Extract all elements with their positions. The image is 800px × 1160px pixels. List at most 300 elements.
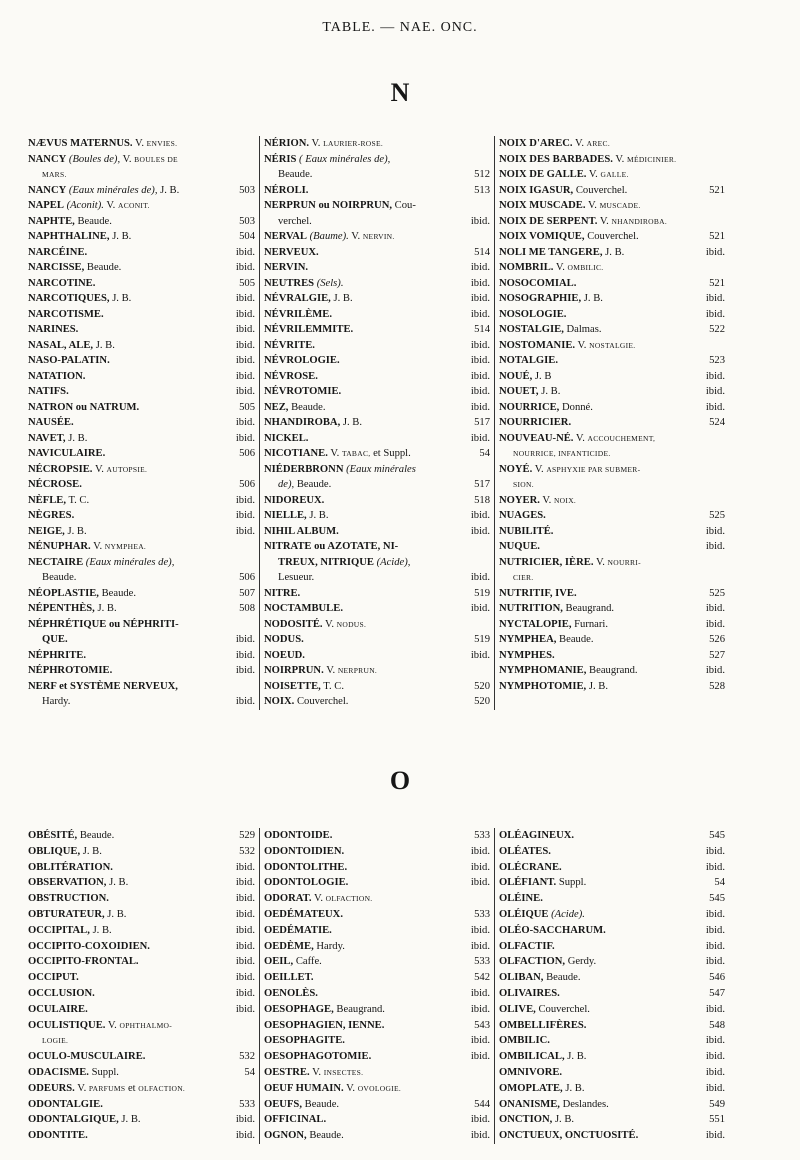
index-entry	[499, 353, 725, 369]
entry-heading: NAPHTE,	[28, 215, 75, 227]
entry-heading: OCULISTIQUE.	[28, 1019, 106, 1031]
entry-line	[499, 844, 725, 860]
entry-line	[28, 1033, 255, 1049]
index-entry	[264, 694, 490, 710]
entry-text	[499, 828, 574, 844]
page-ref: 506	[239, 572, 255, 583]
index-entry	[264, 183, 490, 199]
entry-heading: NÉVROTOMIE.	[264, 386, 342, 397]
entry-heading: NOMBRIL.	[499, 262, 554, 273]
index-entry	[28, 214, 255, 230]
page-ref: ibid.	[470, 1130, 490, 1142]
entry-line	[28, 828, 255, 844]
entry-detail: V.	[351, 231, 361, 242]
page-ref: 517	[474, 479, 490, 490]
entry-line	[264, 167, 490, 183]
entry-line	[28, 462, 255, 478]
page-ref: 529	[239, 830, 255, 841]
page-ref: 513	[474, 184, 490, 196]
entry-line	[28, 276, 255, 292]
entry-line	[28, 954, 255, 970]
index-entry	[264, 632, 490, 648]
index-entry	[28, 539, 255, 555]
page-ref: 547	[709, 987, 725, 999]
entry-text	[278, 214, 312, 230]
entry-detail: V.	[577, 339, 587, 351]
index-entry	[28, 322, 255, 338]
entry-crossref: OVOLOGIE.	[357, 1083, 402, 1093]
entry-line	[28, 415, 255, 431]
entry-line	[264, 1112, 490, 1128]
entry-heading: OBLITÉRATION.	[28, 861, 113, 873]
entry-line	[499, 1097, 725, 1113]
page-ref: ibid.	[705, 541, 725, 552]
entry-line	[28, 694, 255, 710]
entry-qualifier: (Boules de),	[68, 153, 121, 165]
entry-heading: NAUSÉE.	[28, 417, 74, 428]
entry-text	[264, 508, 328, 524]
entry-text	[499, 970, 581, 986]
entry-crossref: LAURIER-ROSE.	[323, 139, 384, 148]
index-entry	[28, 1018, 255, 1050]
entry-heading: NÉROLI.	[264, 184, 309, 196]
page-ref: ibid.	[470, 924, 490, 936]
page-ref: ibid.	[705, 845, 725, 857]
index-entry	[28, 524, 255, 540]
entry-line	[499, 1065, 725, 1081]
index-entry	[499, 493, 725, 509]
entry-line	[28, 1112, 255, 1128]
entry-text	[264, 183, 308, 199]
page-ref: ibid.	[470, 603, 490, 614]
entry-line	[499, 338, 725, 354]
index-entry	[264, 136, 490, 152]
entry-author: Beaude.	[278, 169, 313, 180]
entry-text	[499, 136, 610, 152]
index-entry	[264, 1049, 490, 1065]
entry-line	[499, 415, 725, 431]
index-entry	[264, 338, 490, 354]
entry-text	[499, 260, 603, 276]
entry-text	[499, 462, 640, 478]
index-entry	[499, 384, 725, 400]
entry-line	[28, 183, 255, 199]
page-ref: ibid.	[470, 940, 490, 952]
entry-detail: Beaude.	[309, 1130, 344, 1142]
entry-line	[264, 245, 490, 261]
index-entry	[264, 860, 490, 876]
entry-line	[264, 462, 490, 478]
page-ref: ibid.	[470, 525, 490, 537]
entry-heading: OMBILICAL,	[499, 1051, 565, 1063]
entry-line	[28, 508, 255, 524]
entry-line	[264, 601, 490, 617]
entry-text	[499, 1065, 562, 1081]
page-ref: ibid.	[705, 908, 725, 920]
index-entry	[264, 369, 490, 385]
page-ref: ibid.	[470, 262, 490, 273]
index-entry	[28, 860, 255, 876]
entry-detail: J. B.	[68, 432, 88, 444]
page-ref: ibid.	[705, 370, 725, 382]
entry-text	[28, 322, 78, 338]
entry-text	[28, 663, 112, 679]
page-ref: ibid.	[235, 525, 255, 537]
entry-line	[499, 276, 725, 292]
entry-line	[264, 384, 490, 400]
page-ref: ibid.	[705, 940, 725, 952]
entry-detail: J. B.	[567, 1051, 587, 1063]
entry-text	[264, 844, 344, 860]
index-entry	[28, 939, 255, 955]
index-entry	[28, 431, 255, 447]
page-ref: 524	[709, 417, 725, 428]
index-entry	[499, 524, 725, 540]
index-entry	[499, 679, 725, 695]
entry-line	[264, 986, 490, 1002]
page-ref: ibid.	[705, 401, 725, 413]
index-entry	[264, 539, 490, 570]
entry-heading: OLÉO-SACCHARUM.	[499, 924, 606, 936]
entry-line	[264, 415, 490, 431]
entry-heading: OCULAIRE.	[28, 1003, 88, 1015]
entry-text	[28, 939, 150, 955]
index-entry	[264, 384, 490, 400]
entry-heading: NECTAIRE	[28, 556, 84, 568]
entry-text	[28, 524, 87, 540]
index-entry	[28, 601, 255, 617]
entry-text	[499, 508, 546, 524]
index-entry	[499, 970, 725, 986]
entry-text	[499, 369, 551, 385]
index-entry	[28, 229, 255, 245]
entry-text	[264, 907, 343, 923]
entry-line	[28, 632, 255, 648]
index-entry	[499, 828, 725, 844]
entry-crossref: OLFACTION.	[325, 894, 373, 904]
entry-text	[28, 586, 136, 602]
entry-heading: NUTRICIER, IÈRE.	[499, 556, 594, 568]
entry-line	[264, 276, 490, 292]
entry-detail: Beaude.	[291, 401, 326, 413]
index-column	[494, 828, 729, 1144]
entry-heading: NÉCROSE.	[28, 479, 82, 490]
entry-heading: ODONTOLOGIE.	[264, 877, 349, 889]
entry-detail: J. B.	[160, 184, 180, 196]
entry-heading: OCCIPITAL,	[28, 924, 90, 936]
entry-text	[264, 1002, 385, 1018]
entry-text	[28, 493, 89, 509]
entry-detail: J. B.	[67, 525, 87, 537]
index-entry	[499, 1128, 725, 1144]
index-entry	[28, 152, 255, 183]
index-entry	[264, 844, 490, 860]
entry-heading: OFFICINAL.	[264, 1114, 327, 1126]
entry-line	[264, 970, 490, 986]
entry-qualifier: (Eaux minérales de),	[68, 184, 158, 196]
page-ref: ibid.	[235, 1114, 255, 1126]
index-entry	[264, 586, 490, 602]
entry-text	[264, 539, 398, 555]
entry-line	[264, 508, 490, 524]
entry-line	[499, 648, 725, 664]
entry-heading: ODONTALGIQUE,	[28, 1114, 119, 1126]
index-entry	[264, 1002, 490, 1018]
entry-detail: Beaude.	[77, 215, 112, 227]
entry-line	[499, 214, 725, 230]
entry-heading: NOIX MUSCADE.	[499, 200, 586, 211]
entry-text	[264, 694, 348, 710]
index-entry	[264, 1112, 490, 1128]
entry-line	[28, 338, 255, 354]
entry-text	[264, 322, 353, 338]
entry-line	[264, 493, 490, 509]
page-ref: 506	[239, 479, 255, 490]
entry-detail: Caffe.	[295, 956, 322, 968]
entry-detail: Donné.	[562, 401, 593, 413]
entry-text	[28, 477, 82, 493]
entry-detail: V.	[330, 448, 340, 459]
entry-text	[499, 648, 555, 664]
index-entry	[28, 1002, 255, 1018]
entry-heading: NANCY	[28, 153, 67, 165]
entry-line	[264, 954, 490, 970]
entry-line	[499, 939, 725, 955]
entry-detail: V.	[575, 432, 585, 444]
page-ref: ibid.	[235, 494, 255, 506]
entry-text	[264, 860, 347, 876]
entry-heading: OBLIQUE,	[28, 845, 81, 857]
entry-text	[264, 353, 340, 369]
entry-heading: OESOPHAGE,	[264, 1003, 334, 1015]
entry-detail: Dalmas.	[566, 324, 602, 335]
index-entry	[28, 198, 255, 214]
entry-text	[28, 307, 104, 323]
entry-line	[28, 384, 255, 400]
entry-detail: V.	[135, 138, 144, 149]
entry-detail: J. B.	[112, 231, 132, 242]
entry-author: verchel.	[278, 215, 312, 227]
entry-text	[499, 1002, 590, 1018]
entry-line	[28, 477, 255, 493]
entry-heading: OEILLET.	[264, 972, 314, 984]
entry-heading: ODACISME.	[28, 1066, 89, 1078]
section-letter-n: N	[390, 78, 410, 107]
index-entry	[28, 648, 255, 664]
index-entry	[264, 954, 490, 970]
entry-text	[499, 276, 576, 292]
index-entry	[28, 245, 255, 261]
page-ref: 519	[474, 634, 490, 645]
entry-line	[264, 152, 490, 168]
entry-text	[499, 1033, 550, 1049]
entry-text	[499, 939, 555, 955]
entry-line	[28, 198, 255, 214]
entry-line	[28, 493, 255, 509]
entry-text	[499, 384, 560, 400]
entry-line	[264, 1033, 490, 1049]
page-ref: 525	[709, 587, 725, 599]
entry-heading: NAPEL	[28, 200, 64, 211]
page-ref: 507	[239, 587, 255, 599]
entry-line	[499, 136, 725, 152]
entry-line	[28, 570, 255, 586]
index-entry	[28, 1081, 255, 1097]
entry-heading: OBSERVATION,	[28, 877, 107, 889]
entry-line	[499, 508, 725, 524]
entry-text	[264, 617, 366, 633]
entry-heading: NOIX DE GALLE.	[499, 169, 587, 180]
entry-heading: OEUF HUMAIN.	[264, 1082, 344, 1094]
entry-text	[499, 923, 606, 939]
page-ref: ibid.	[235, 246, 255, 258]
index-entry	[28, 260, 255, 276]
index-entry	[264, 663, 490, 679]
entry-line	[28, 1065, 255, 1081]
entry-detail: J. B.	[583, 293, 603, 304]
entry-heading: NYMPHOTOMIE,	[499, 680, 587, 692]
entry-heading: NUTRITIF, IVE.	[499, 587, 577, 599]
entry-text	[264, 400, 326, 416]
entry-heading: NÉRIS	[264, 153, 297, 165]
index-entry	[28, 1049, 255, 1065]
page-ref: ibid.	[235, 1003, 255, 1015]
entry-line	[28, 167, 255, 183]
entry-heading: NOSOGRAPHIE,	[499, 293, 582, 304]
entry-heading: NODUS.	[264, 634, 304, 645]
entry-detail: J. B	[534, 370, 552, 382]
entry-author: Beaude.	[42, 572, 77, 583]
entry-heading: NUTRITION,	[499, 603, 563, 614]
entry-qualifier: (Baume).	[309, 231, 349, 242]
entry-line	[499, 384, 725, 400]
page-ref: ibid.	[470, 1003, 490, 1015]
entry-line	[28, 679, 255, 695]
entry-text	[499, 307, 566, 323]
entry-detail: V.	[107, 1019, 117, 1031]
entry-crossref: MARS.	[42, 170, 67, 179]
entry-heading: ODORAT.	[264, 893, 312, 905]
page-ref: 548	[709, 1019, 725, 1031]
entry-line	[28, 446, 255, 462]
entry-heading: NOYER.	[499, 494, 540, 506]
entry-text	[264, 415, 362, 431]
entry-heading: OLFACTIF.	[499, 940, 555, 952]
entry-heading: NYMPHOMANIE,	[499, 665, 587, 676]
entry-line	[264, 183, 490, 199]
page-ref: ibid.	[470, 293, 490, 304]
entry-text	[499, 214, 667, 230]
entry-line	[28, 1081, 255, 1097]
entry-crossref: LOGIE.	[42, 1036, 69, 1046]
entry-heading: NOIX D'AREC.	[499, 138, 573, 149]
index-entry	[499, 844, 725, 860]
entry-detail: et Suppl.	[373, 448, 411, 459]
index-entry	[28, 679, 255, 710]
index-entry	[28, 970, 255, 986]
entry-text	[264, 1018, 384, 1034]
entry-heading: NÉVRILEMMITE.	[264, 324, 354, 335]
entry-line	[264, 322, 490, 338]
page-ref: ibid.	[235, 432, 255, 444]
entry-heading: NYMPHEA,	[499, 634, 557, 645]
entry-heading: NÈFLE,	[28, 494, 66, 506]
entry-line	[28, 923, 255, 939]
entry-text	[264, 493, 324, 509]
page-ref: ibid.	[705, 1035, 725, 1047]
page-ref: 532	[239, 1051, 255, 1063]
entry-crossref: NERVIN.	[362, 232, 395, 241]
page-ref: 533	[474, 956, 490, 968]
entry-detail: Beaude.	[86, 262, 122, 273]
entry-crossref: ASPHYXIE PAR SUBMER-	[546, 464, 641, 474]
page-ref: ibid.	[235, 649, 255, 661]
entry-text	[499, 400, 593, 416]
entry-line	[28, 369, 255, 385]
entry-heading: OEDÉMATIE.	[264, 924, 332, 936]
entry-heading: NIHIL ALBUM.	[264, 525, 339, 537]
entry-heading: OLÉIQUE	[499, 908, 549, 920]
index-entry	[264, 617, 490, 633]
entry-detail: V.	[346, 1082, 356, 1094]
page-ref: ibid.	[705, 1130, 725, 1142]
entry-text	[42, 694, 70, 710]
page-ref: ibid.	[235, 940, 255, 952]
entry-text	[28, 1097, 103, 1113]
entry-heading: NEZ,	[264, 401, 289, 413]
page-ref: 546	[709, 972, 725, 984]
page-ref: ibid.	[705, 386, 725, 397]
index-entry	[28, 462, 255, 478]
index-entry	[499, 322, 725, 338]
entry-detail: J. B.	[342, 417, 363, 428]
entry-text	[499, 152, 676, 168]
entry-heading: OLIBAN,	[499, 972, 544, 984]
entry-text	[499, 167, 629, 183]
page-ref: 517	[474, 417, 490, 428]
entry-text	[499, 183, 627, 199]
page-ref: ibid.	[705, 1051, 725, 1063]
entry-line	[28, 524, 255, 540]
index-entry	[499, 648, 725, 664]
entry-crossref: NYMPHEA.	[104, 542, 147, 551]
index-entry	[28, 446, 255, 462]
page-ref: ibid.	[470, 1114, 490, 1126]
entry-line	[28, 136, 255, 152]
entry-text	[28, 462, 147, 478]
entry-detail: Beaude.	[296, 479, 332, 490]
entry-text	[278, 167, 312, 183]
entry-line	[499, 617, 725, 633]
index-entry	[28, 307, 255, 323]
entry-line	[28, 1018, 255, 1034]
entry-text	[499, 338, 635, 354]
entry-heading: NOISETTE,	[264, 680, 321, 692]
index-entry	[28, 891, 255, 907]
entry-heading: ONANISME,	[499, 1098, 560, 1110]
entry-text	[264, 198, 416, 214]
entry-heading: ODEURS.	[28, 1082, 75, 1094]
page-ref: ibid.	[235, 339, 255, 351]
entry-line	[499, 1049, 725, 1065]
entry-text	[28, 229, 131, 245]
entry-heading: ODONTALGIE.	[28, 1098, 103, 1110]
index-entry	[28, 617, 255, 648]
entry-line	[499, 907, 725, 923]
index-entry	[28, 338, 255, 354]
index-entry	[499, 923, 725, 939]
entry-line	[499, 260, 725, 276]
